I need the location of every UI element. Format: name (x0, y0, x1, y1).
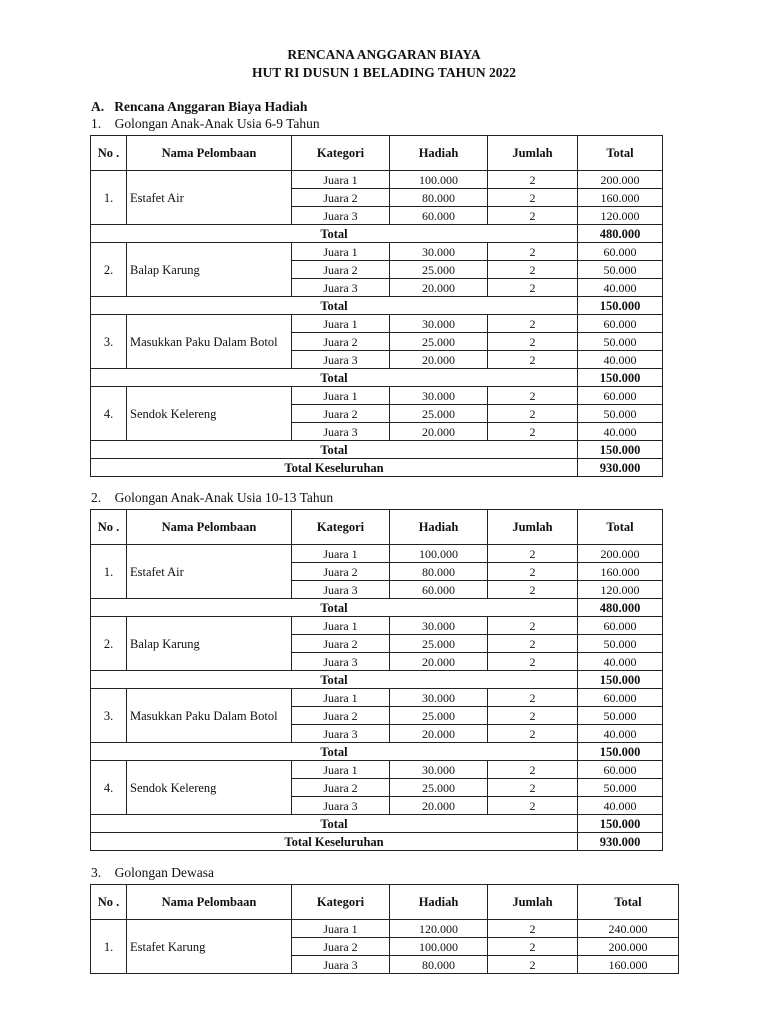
category-cell: Juara 3 (292, 423, 390, 441)
prize-cell: 80.000 (390, 563, 488, 581)
row-total-cell: 40.000 (578, 653, 663, 671)
group-heading: 1. Golongan Anak-Anak Usia 6-9 Tahun (91, 116, 320, 131)
prize-cell: 20.000 (390, 653, 488, 671)
count-cell: 2 (488, 797, 578, 815)
subtotal-label: Total (91, 297, 578, 315)
column-header: Kategori (292, 136, 390, 171)
row-total-cell: 60.000 (578, 387, 663, 405)
count-cell: 2 (488, 635, 578, 653)
subtotal-label: Total (91, 671, 578, 689)
row-total-cell: 50.000 (578, 635, 663, 653)
group-heading: 2. Golongan Anak-Anak Usia 10-13 Tahun (91, 490, 334, 505)
column-header: Nama Pelombaan (127, 510, 292, 545)
event-number: 4. (91, 387, 127, 441)
category-cell: Juara 3 (292, 351, 390, 369)
grand-total-label: Total Keseluruhan (91, 833, 578, 851)
prize-cell: 30.000 (390, 243, 488, 261)
table-row (91, 545, 663, 563)
budget-table (90, 135, 663, 477)
prize-cell: 25.000 (390, 333, 488, 351)
column-header: Jumlah (488, 885, 578, 920)
category-cell: Juara 1 (292, 315, 390, 333)
subtotal-value: 480.000 (578, 225, 663, 243)
category-cell: Juara 2 (292, 405, 390, 423)
prize-cell: 20.000 (390, 279, 488, 297)
column-header: Kategori (292, 510, 390, 545)
count-cell: 2 (488, 689, 578, 707)
column-header: No . (91, 136, 127, 171)
category-cell: Juara 2 (292, 189, 390, 207)
event-name: Estafet Air (127, 171, 292, 225)
prize-cell: 30.000 (390, 315, 488, 333)
prize-cell: 20.000 (390, 797, 488, 815)
count-cell: 2 (488, 617, 578, 635)
count-cell: 2 (488, 761, 578, 779)
prize-cell: 80.000 (390, 189, 488, 207)
subtotal-row (91, 743, 663, 761)
table-row (91, 920, 679, 938)
prize-cell: 25.000 (390, 779, 488, 797)
column-header: Nama Pelombaan (127, 885, 292, 920)
column-header: Total (578, 885, 679, 920)
count-cell: 2 (488, 653, 578, 671)
count-cell: 2 (488, 707, 578, 725)
count-cell: 2 (488, 279, 578, 297)
count-cell: 2 (488, 351, 578, 369)
count-cell: 2 (488, 563, 578, 581)
subtotal-row (91, 369, 663, 387)
row-total-cell: 40.000 (578, 351, 663, 369)
category-cell: Juara 1 (292, 617, 390, 635)
category-cell: Juara 2 (292, 635, 390, 653)
prize-cell: 120.000 (390, 920, 488, 938)
event-number: 1. (91, 171, 127, 225)
row-total-cell: 40.000 (578, 279, 663, 297)
event-name: Estafet Air (127, 545, 292, 599)
prize-cell: 30.000 (390, 689, 488, 707)
subtotal-value: 150.000 (578, 815, 663, 833)
row-total-cell: 50.000 (578, 405, 663, 423)
prize-cell: 60.000 (390, 581, 488, 599)
category-cell: Juara 3 (292, 956, 390, 974)
prize-cell: 20.000 (390, 351, 488, 369)
subtotal-row (91, 815, 663, 833)
column-header: Jumlah (488, 136, 578, 171)
row-total-cell: 120.000 (578, 581, 663, 599)
subtotal-row (91, 225, 663, 243)
column-header: Total (578, 510, 663, 545)
count-cell: 2 (488, 171, 578, 189)
event-name: Sendok Kelereng (127, 761, 292, 815)
budget-table (90, 884, 679, 974)
count-cell: 2 (488, 243, 578, 261)
count-cell: 2 (488, 207, 578, 225)
row-total-cell: 50.000 (578, 779, 663, 797)
grand-total-value: 930.000 (578, 833, 663, 851)
prize-cell: 30.000 (390, 387, 488, 405)
count-cell: 2 (488, 956, 578, 974)
subtotal-label: Total (91, 743, 578, 761)
grand-total-value: 930.000 (578, 459, 663, 477)
prize-cell: 20.000 (390, 423, 488, 441)
row-total-cell: 160.000 (578, 563, 663, 581)
event-number: 4. (91, 761, 127, 815)
column-header: Hadiah (390, 510, 488, 545)
count-cell: 2 (488, 333, 578, 351)
event-name: Masukkan Paku Dalam Botol (127, 689, 292, 743)
column-header: No . (91, 885, 127, 920)
header-row (91, 885, 679, 920)
subtotal-value: 150.000 (578, 297, 663, 315)
column-header: No . (91, 510, 127, 545)
table-row (91, 243, 663, 261)
subtotal-label: Total (91, 441, 578, 459)
category-cell: Juara 3 (292, 207, 390, 225)
count-cell: 2 (488, 920, 578, 938)
prize-cell: 80.000 (390, 956, 488, 974)
table-row (91, 387, 663, 405)
category-cell: Juara 3 (292, 279, 390, 297)
row-total-cell: 40.000 (578, 797, 663, 815)
category-cell: Juara 1 (292, 761, 390, 779)
header-row (91, 136, 663, 171)
prize-cell: 100.000 (390, 545, 488, 563)
prize-cell: 30.000 (390, 761, 488, 779)
column-header: Hadiah (390, 885, 488, 920)
subtotal-value: 150.000 (578, 441, 663, 459)
grand-total-row (91, 833, 663, 851)
category-cell: Juara 2 (292, 938, 390, 956)
prize-cell: 25.000 (390, 261, 488, 279)
row-total-cell: 160.000 (578, 189, 663, 207)
category-cell: Juara 1 (292, 545, 390, 563)
table-row (91, 171, 663, 189)
column-header: Jumlah (488, 510, 578, 545)
subtotal-label: Total (91, 225, 578, 243)
prize-cell: 30.000 (390, 617, 488, 635)
subtotal-value: 150.000 (578, 369, 663, 387)
prize-cell: 25.000 (390, 405, 488, 423)
count-cell: 2 (488, 545, 578, 563)
prize-cell: 25.000 (390, 635, 488, 653)
row-total-cell: 60.000 (578, 689, 663, 707)
prize-cell: 25.000 (390, 707, 488, 725)
count-cell: 2 (488, 725, 578, 743)
prize-cell: 100.000 (390, 171, 488, 189)
count-cell: 2 (488, 405, 578, 423)
count-cell: 2 (488, 315, 578, 333)
row-total-cell: 60.000 (578, 243, 663, 261)
row-total-cell: 40.000 (578, 725, 663, 743)
prize-cell: 100.000 (390, 938, 488, 956)
category-cell: Juara 3 (292, 797, 390, 815)
event-number: 3. (91, 689, 127, 743)
category-cell: Juara 1 (292, 689, 390, 707)
prize-cell: 20.000 (390, 725, 488, 743)
event-number: 1. (91, 920, 127, 974)
row-total-cell: 200.000 (578, 545, 663, 563)
row-total-cell: 160.000 (578, 956, 679, 974)
event-number: 2. (91, 243, 127, 297)
event-number: 2. (91, 617, 127, 671)
grand-total-label: Total Keseluruhan (91, 459, 578, 477)
table-row (91, 617, 663, 635)
subtotal-row (91, 671, 663, 689)
category-cell: Juara 1 (292, 171, 390, 189)
subtotal-value: 150.000 (578, 671, 663, 689)
column-header: Kategori (292, 885, 390, 920)
row-total-cell: 120.000 (578, 207, 663, 225)
row-total-cell: 200.000 (578, 938, 679, 956)
count-cell: 2 (488, 189, 578, 207)
prize-cell: 60.000 (390, 207, 488, 225)
event-number: 1. (91, 545, 127, 599)
category-cell: Juara 3 (292, 725, 390, 743)
subtotal-row (91, 441, 663, 459)
category-cell: Juara 1 (292, 243, 390, 261)
row-total-cell: 40.000 (578, 423, 663, 441)
count-cell: 2 (488, 387, 578, 405)
subtotal-label: Total (91, 815, 578, 833)
row-total-cell: 60.000 (578, 761, 663, 779)
budget-table (90, 509, 663, 851)
event-name: Estafet Karung (127, 920, 292, 974)
count-cell: 2 (488, 581, 578, 599)
column-header: Nama Pelombaan (127, 136, 292, 171)
column-header: Total (578, 136, 663, 171)
event-number: 3. (91, 315, 127, 369)
document-title: RENCANA ANGGARAN BIAYA (287, 47, 481, 62)
event-name: Masukkan Paku Dalam Botol (127, 315, 292, 369)
grand-total-row (91, 459, 663, 477)
section-a-heading: A. Rencana Anggaran Biaya Hadiah (91, 99, 308, 114)
subtotal-row (91, 599, 663, 617)
category-cell: Juara 3 (292, 653, 390, 671)
row-total-cell: 50.000 (578, 333, 663, 351)
group-heading: 3. Golongan Dewasa (91, 865, 214, 880)
event-name: Balap Karung (127, 243, 292, 297)
count-cell: 2 (488, 779, 578, 797)
event-name: Sendok Kelereng (127, 387, 292, 441)
count-cell: 2 (488, 423, 578, 441)
subtotal-label: Total (91, 369, 578, 387)
document-subtitle: HUT RI DUSUN 1 BELADING TAHUN 2022 (251, 65, 517, 80)
category-cell: Juara 2 (292, 779, 390, 797)
subtotal-value: 150.000 (578, 743, 663, 761)
category-cell: Juara 2 (292, 261, 390, 279)
table-row (91, 761, 663, 779)
count-cell: 2 (488, 938, 578, 956)
row-total-cell: 60.000 (578, 617, 663, 635)
table-row (91, 689, 663, 707)
row-total-cell: 50.000 (578, 261, 663, 279)
row-total-cell: 60.000 (578, 315, 663, 333)
column-header: Hadiah (390, 136, 488, 171)
category-cell: Juara 1 (292, 387, 390, 405)
row-total-cell: 200.000 (578, 171, 663, 189)
category-cell: Juara 2 (292, 563, 390, 581)
subtotal-value: 480.000 (578, 599, 663, 617)
row-total-cell: 240.000 (578, 920, 679, 938)
subtotal-row (91, 297, 663, 315)
subtotal-label: Total (91, 599, 578, 617)
category-cell: Juara 3 (292, 581, 390, 599)
category-cell: Juara 2 (292, 333, 390, 351)
count-cell: 2 (488, 261, 578, 279)
table-row (91, 315, 663, 333)
header-row (91, 510, 663, 545)
category-cell: Juara 2 (292, 707, 390, 725)
category-cell: Juara 1 (292, 920, 390, 938)
row-total-cell: 50.000 (578, 707, 663, 725)
event-name: Balap Karung (127, 617, 292, 671)
